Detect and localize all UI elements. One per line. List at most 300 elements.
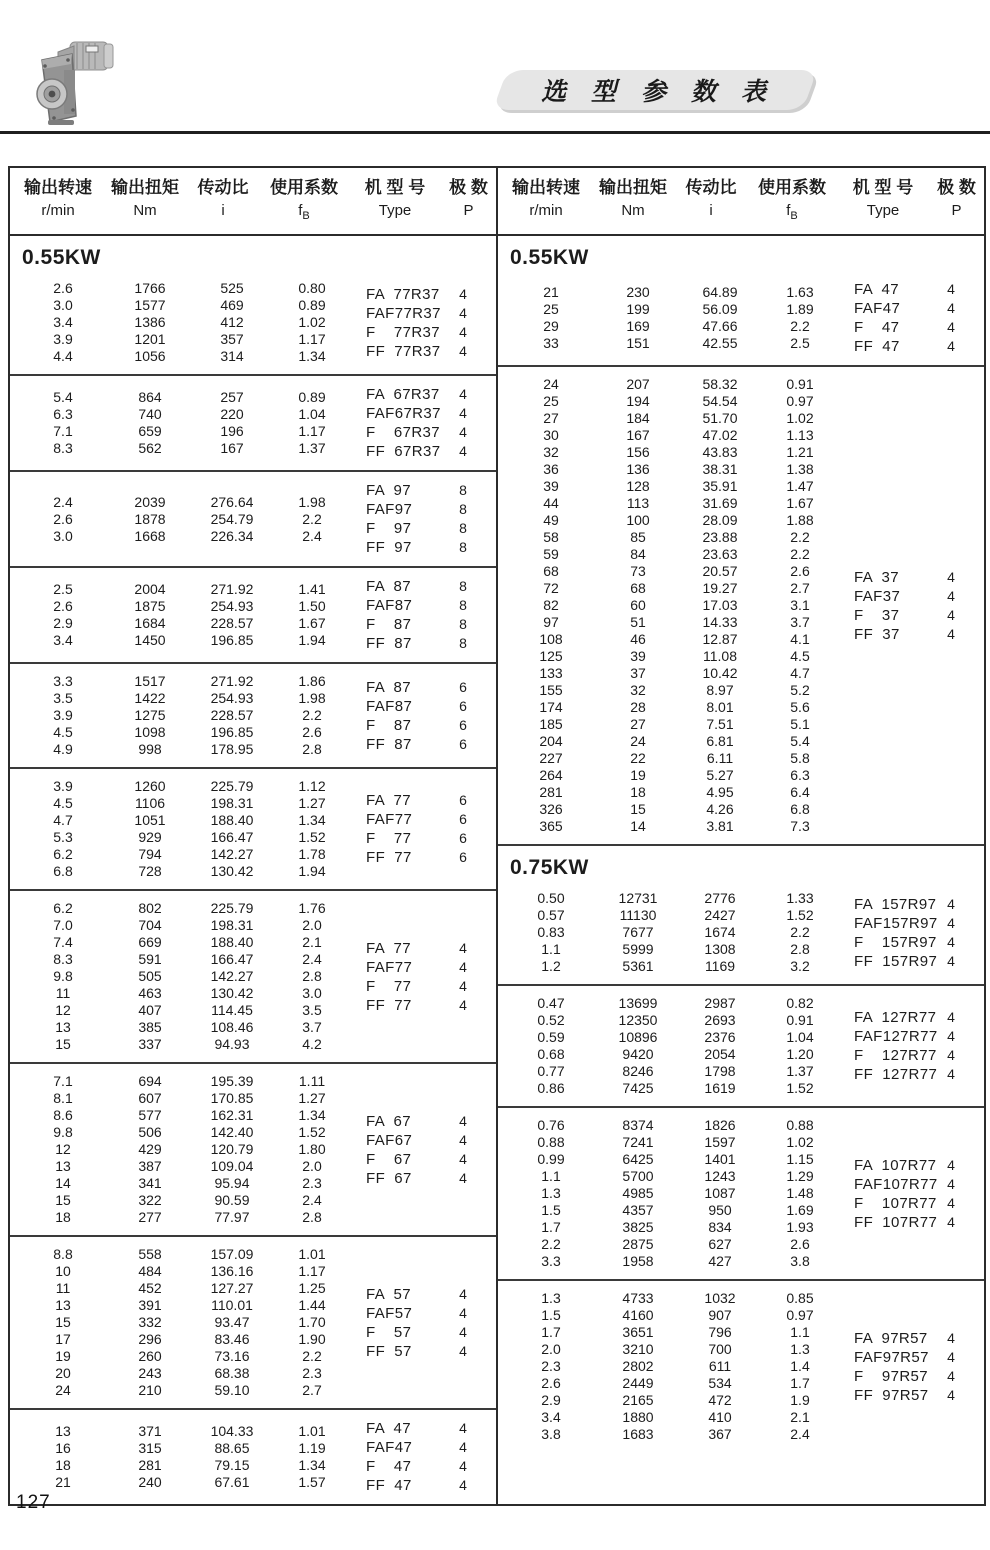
table-cell: 4.7 [53, 812, 73, 828]
table-cell: 207 [626, 376, 650, 392]
table-row [16, 1002, 350, 1019]
header-speed-unit: r/min [529, 202, 563, 219]
type-row [366, 1131, 480, 1150]
type-row [366, 1285, 480, 1304]
table-row [16, 1107, 350, 1124]
table-cell: 120.79 [210, 1141, 254, 1157]
table-cell: 2.6 [53, 280, 73, 296]
table-cell: 5999 [622, 941, 654, 957]
table-cell: 1.69 [786, 1202, 814, 1218]
table-cell: 11 [55, 985, 71, 1001]
table-cell: 257 [220, 389, 244, 405]
table-cell: 281 [539, 784, 563, 800]
table-cell: 1.78 [298, 846, 326, 862]
table-cell: 23.63 [702, 546, 738, 562]
table-cell: 2.4 [790, 1426, 810, 1442]
table-cell: 2.5 [790, 335, 810, 351]
type-row [366, 285, 480, 304]
type-name: F 67R37 [366, 424, 441, 441]
header-torque: 输出扭矩 [111, 178, 179, 197]
table-row [16, 1474, 350, 1491]
table-cell: 505 [138, 968, 162, 984]
table-cell: 1.34 [298, 348, 326, 364]
table-row [16, 406, 350, 423]
type-name: F 47 [366, 1458, 412, 1475]
table-cell: 6.8 [790, 801, 810, 817]
table-cell: 1.01 [298, 1246, 326, 1262]
page-number: 127 [16, 1492, 51, 1513]
table-cell: 1619 [704, 1080, 736, 1096]
table-row [16, 1348, 350, 1365]
table-cell: 7241 [622, 1134, 654, 1150]
table-cell: 174 [539, 699, 563, 715]
table-cell: 1087 [704, 1185, 736, 1201]
table-cell: 1308 [704, 941, 736, 957]
type-row [854, 337, 968, 356]
table-cell: 47.02 [702, 427, 738, 443]
table-cell: 12350 [618, 1012, 658, 1028]
table-cell: 39 [543, 478, 559, 494]
table-cell: 8374 [622, 1117, 654, 1133]
table-cell: 79.15 [214, 1457, 250, 1473]
group-types [350, 1285, 490, 1361]
type-row [854, 1027, 968, 1046]
table-cell: 1201 [134, 331, 166, 347]
table-cell: 1684 [134, 615, 166, 631]
table-cell: 3.5 [302, 1002, 322, 1018]
header-factor: 使用系数 [270, 178, 338, 197]
column-header-left [10, 168, 496, 236]
table-cell: 277 [138, 1209, 162, 1225]
table-cell: 1.29 [786, 1168, 814, 1184]
table-cell: 11.08 [703, 648, 737, 664]
table-cell: 240 [138, 1474, 162, 1490]
table-cell: 410 [708, 1409, 732, 1425]
group-rows [504, 284, 838, 352]
table-cell: 13 [55, 1297, 71, 1313]
header-speed-unit: r/min [41, 202, 75, 219]
table-cell: 1.7 [790, 1375, 810, 1391]
table-cell: 2.0 [302, 917, 322, 933]
pole-count: 4 [459, 304, 467, 321]
table-cell: 1.41 [298, 581, 326, 597]
table-cell: 1.48 [786, 1185, 814, 1201]
table-cell: 1032 [704, 1290, 736, 1306]
table-cell: 1.88 [786, 512, 814, 528]
ratio-group [498, 1281, 984, 1452]
table-row [504, 318, 838, 335]
table-cell: 1.63 [786, 284, 814, 300]
table-cell: 452 [138, 1280, 162, 1296]
table-row [16, 846, 350, 863]
type-row [854, 1386, 968, 1405]
table-cell: 10896 [618, 1029, 658, 1045]
pole-count: 4 [459, 1169, 467, 1186]
table-row [504, 1117, 838, 1134]
table-cell: 2.5 [53, 581, 73, 597]
pole-count: 4 [947, 1028, 955, 1044]
table-cell: 1.86 [298, 673, 326, 689]
table-row [16, 1141, 350, 1158]
table-cell: 6.4 [790, 784, 810, 800]
type-name: FF 57 [366, 1342, 412, 1360]
table-cell: 950 [708, 1202, 732, 1218]
table-cell: 5.1 [790, 716, 810, 732]
group-types [838, 1329, 978, 1405]
table-cell: 204 [539, 733, 563, 749]
table-cell: 22 [630, 750, 646, 766]
table-cell: 155 [539, 682, 563, 698]
type-row [854, 587, 968, 606]
ratio-group [10, 472, 496, 568]
table-row [504, 750, 838, 767]
type-name: FF 47 [366, 1477, 412, 1494]
table-cell: 3.5 [53, 690, 73, 706]
table-cell: 210 [138, 1382, 162, 1398]
type-name: F 97R57 [854, 1367, 929, 1385]
table-cell: 326 [539, 801, 563, 817]
table-cell: 42.55 [702, 335, 738, 351]
table-cell: 28.09 [702, 512, 738, 528]
pole-count: 6 [459, 849, 467, 865]
table-cell: 2.6 [541, 1375, 561, 1391]
table-row [16, 951, 350, 968]
table-cell: 4.26 [706, 801, 734, 817]
table-cell: 3.8 [541, 1426, 561, 1442]
table-row [504, 1168, 838, 1185]
table-cell: 18 [630, 784, 646, 800]
table-cell: 1.1 [541, 1168, 561, 1184]
table-cell: 4357 [622, 1202, 654, 1218]
table-cell: 2.0 [541, 1341, 561, 1357]
pole-count: 6 [459, 678, 467, 695]
table-cell: 728 [138, 863, 162, 879]
type-name: FF 77 [366, 849, 412, 866]
table-row [504, 376, 838, 393]
table-row [16, 389, 350, 406]
table-cell: 0.83 [537, 924, 565, 940]
table-cell: 2.7 [790, 580, 810, 596]
table-cell: 1.34 [298, 812, 326, 828]
table-cell: 97 [543, 614, 559, 630]
table-cell: 1.5 [541, 1202, 561, 1218]
table-cell: 2165 [622, 1392, 654, 1408]
table-cell: 627 [708, 1236, 732, 1252]
table-cell: 13 [55, 1423, 71, 1439]
pole-count: 4 [459, 1420, 467, 1436]
table-row [16, 528, 350, 545]
table-row [504, 546, 838, 563]
type-name: FAF87 [366, 597, 413, 614]
type-name: F 47 [854, 319, 900, 336]
table-cell: 2.6 [790, 1236, 810, 1252]
table-cell: 463 [138, 985, 162, 1001]
pole-count: 4 [459, 424, 467, 440]
table-cell: 371 [138, 1423, 162, 1439]
pole-count: 4 [947, 568, 955, 585]
group-types [838, 1156, 978, 1232]
table-cell: 127.27 [210, 1280, 254, 1296]
table-cell: 669 [138, 934, 162, 950]
header-speed: 输出转速 [512, 178, 580, 197]
table-row [16, 917, 350, 934]
table-cell: 169 [626, 318, 650, 334]
table-row [16, 1175, 350, 1192]
table-row [504, 995, 838, 1012]
type-name: FA 107R77 [854, 1156, 937, 1174]
table-cell: 1.01 [298, 1423, 326, 1439]
table-cell: 1.20 [786, 1046, 814, 1062]
type-row [366, 404, 480, 423]
ratio-group [498, 367, 984, 846]
type-row [854, 318, 968, 337]
table-row [16, 632, 350, 649]
table-row [504, 1202, 838, 1219]
table-cell: 1.47 [786, 478, 814, 494]
type-row [854, 1367, 968, 1386]
table-cell: 387 [138, 1158, 162, 1174]
pole-count: 4 [947, 1066, 955, 1082]
table-row [16, 1036, 350, 1053]
group-rows [504, 890, 838, 975]
table-row [504, 1080, 838, 1097]
type-row [366, 678, 480, 697]
type-name: FAF87 [366, 697, 413, 715]
type-name: FA 67R37 [366, 386, 440, 403]
pole-count: 4 [947, 914, 955, 931]
table-cell: 3.7 [790, 614, 810, 630]
pole-count: 4 [459, 958, 467, 975]
type-name: FF 47 [854, 338, 900, 355]
table-cell: 1798 [704, 1063, 736, 1079]
table-cell: 1.11 [298, 1073, 326, 1089]
table-cell: 2.4 [302, 1192, 322, 1208]
table-cell: 196.85 [210, 632, 254, 648]
table-cell: 1.1 [790, 1324, 810, 1340]
table-row [504, 1012, 838, 1029]
type-row [366, 958, 480, 977]
table-cell: 7.1 [53, 1073, 73, 1089]
table-cell: 95.94 [214, 1175, 250, 1191]
pole-count: 8 [459, 597, 467, 613]
table-cell: 15 [55, 1314, 71, 1330]
table-cell: 0.57 [537, 907, 565, 923]
table-cell: 337 [138, 1036, 162, 1052]
type-row [366, 596, 480, 615]
table-cell: 1.12 [298, 778, 326, 794]
table-cell: 2.2 [541, 1236, 561, 1252]
table-cell: 2054 [704, 1046, 736, 1062]
table-cell: 6.2 [53, 900, 73, 916]
table-row [504, 733, 838, 750]
table-cell: 1243 [704, 1168, 736, 1184]
table-row [16, 348, 350, 365]
table-cell: 1880 [622, 1409, 654, 1425]
pole-count: 4 [459, 1439, 467, 1455]
title-banner [500, 70, 810, 110]
table-cell: 93.47 [214, 1314, 250, 1330]
table-cell: 19.27 [702, 580, 738, 596]
pole-count: 4 [947, 1348, 955, 1365]
ratio-group [498, 271, 984, 367]
pole-count: 4 [459, 1458, 467, 1474]
pole-count: 4 [459, 1150, 467, 1167]
table-cell: 1683 [622, 1426, 654, 1442]
table-cell: 51 [630, 614, 646, 630]
table-cell: 21 [543, 284, 559, 300]
table-cell: 472 [708, 1392, 732, 1408]
table-row [504, 512, 838, 529]
table-cell: 12 [55, 1002, 71, 1018]
table-cell: 1.1 [541, 941, 561, 957]
type-name: FA 97R57 [854, 1329, 928, 1347]
pole-count: 4 [947, 300, 955, 316]
table-row [504, 614, 838, 631]
table-cell: 802 [138, 900, 162, 916]
table-cell: 170.85 [210, 1090, 254, 1106]
table-cell: 23.88 [702, 529, 738, 545]
table-cell: 1.90 [298, 1331, 326, 1347]
pole-count: 4 [947, 606, 955, 623]
table-cell: 1.7 [541, 1219, 561, 1235]
pole-count: 8 [459, 482, 467, 498]
table-cell: 196 [220, 423, 244, 439]
table-cell: 136.16 [210, 1263, 254, 1279]
type-row [854, 1156, 968, 1175]
pole-count: 4 [947, 1156, 955, 1173]
table-cell: 3.8 [790, 1253, 810, 1269]
table-cell: 228.57 [210, 615, 254, 631]
table-cell: 125 [539, 648, 563, 664]
header-ratio-unit: i [221, 202, 225, 219]
table-cell: 5.6 [790, 699, 810, 715]
type-row [366, 1150, 480, 1169]
table-row [16, 440, 350, 457]
type-name: FAF57 [366, 1304, 413, 1322]
table-cell: 834 [708, 1219, 732, 1235]
pole-count: 8 [459, 520, 467, 536]
table-cell: 60 [630, 597, 646, 613]
table-row [16, 900, 350, 917]
table-cell: 33 [543, 335, 559, 351]
table-cell: 8.3 [53, 951, 73, 967]
table-row [16, 673, 350, 690]
table-cell: 1.17 [298, 331, 326, 347]
table-cell: 6.3 [790, 767, 810, 783]
table-cell: 659 [138, 423, 162, 439]
table-cell: 1.89 [786, 301, 814, 317]
table-cell: 227 [539, 750, 563, 766]
table-cell: 357 [220, 331, 244, 347]
group-types [350, 285, 490, 361]
type-name: F 77 [366, 830, 412, 847]
table-row [504, 597, 838, 614]
type-row [366, 442, 480, 461]
table-cell: 195.39 [210, 1073, 254, 1089]
table-cell: 1.98 [298, 690, 326, 706]
table-cell: 47.66 [702, 318, 738, 334]
table-cell: 13 [55, 1019, 71, 1035]
power-section-label: 0.75KW [510, 856, 589, 879]
table-row [504, 1219, 838, 1236]
table-cell: 1.21 [786, 444, 814, 460]
table-cell: 226.34 [210, 527, 254, 544]
pole-count: 4 [459, 1285, 467, 1302]
table-cell: 2376 [704, 1029, 736, 1045]
type-name: FA 47 [366, 1420, 411, 1437]
table-cell: 704 [138, 917, 162, 933]
table-cell: 110.01 [211, 1297, 253, 1313]
selection-parameter-table [8, 166, 986, 1506]
type-row [854, 1329, 968, 1348]
table-cell: 4.95 [706, 784, 734, 800]
table-row [16, 494, 350, 511]
table-cell: 1401 [704, 1151, 736, 1167]
type-name: FAF77R37 [366, 304, 441, 322]
table-row [504, 461, 838, 478]
table-cell: 271.92 [210, 673, 254, 689]
type-row [854, 625, 968, 644]
pole-count: 4 [947, 281, 955, 297]
type-row [854, 1046, 968, 1065]
table-row [504, 1341, 838, 1358]
pole-count: 4 [947, 1213, 955, 1230]
group-types [350, 577, 490, 653]
type-row [854, 1213, 968, 1232]
table-row [16, 812, 350, 829]
table-column-right [496, 168, 984, 1504]
ratio-group [10, 376, 496, 472]
table-cell: 0.82 [786, 995, 814, 1011]
table-cell: 228.57 [210, 707, 254, 723]
pole-count: 4 [459, 996, 467, 1013]
table-row [16, 1124, 350, 1141]
type-name: F 67 [366, 1150, 412, 1168]
table-cell: 1.33 [786, 890, 814, 906]
table-row [16, 1331, 350, 1348]
table-cell: 1.76 [298, 900, 326, 916]
table-cell: 1.02 [786, 410, 814, 426]
table-row [16, 1019, 350, 1036]
table-cell: 1.38 [786, 461, 814, 477]
type-row [366, 1169, 480, 1188]
table-cell: 104.33 [210, 1423, 254, 1439]
table-cell: 7.0 [53, 917, 73, 933]
table-row [504, 427, 838, 444]
table-cell: 281 [138, 1457, 162, 1473]
table-cell: 4.9 [53, 741, 73, 757]
table-cell: 13 [55, 1158, 71, 1174]
type-name: FF 87 [366, 635, 412, 652]
table-cell: 113 [626, 495, 650, 511]
table-cell: 130.42 [210, 863, 254, 879]
type-row [854, 299, 968, 318]
table-cell: 85 [630, 529, 646, 545]
pole-count: 4 [459, 1477, 467, 1493]
table-cell: 0.97 [786, 393, 814, 409]
ratio-group [10, 568, 496, 664]
table-row [16, 1090, 350, 1107]
ratio-group [498, 881, 984, 986]
table-cell: 0.68 [537, 1046, 565, 1062]
type-name: FAF157R97 [854, 914, 938, 932]
table-cell: 157.09 [210, 1246, 254, 1262]
table-cell: 2.4 [53, 493, 73, 510]
type-row [366, 1476, 480, 1495]
table-cell: 2.7 [302, 1382, 322, 1398]
type-name: FA 57 [366, 1285, 411, 1303]
table-cell: 1875 [134, 598, 166, 614]
